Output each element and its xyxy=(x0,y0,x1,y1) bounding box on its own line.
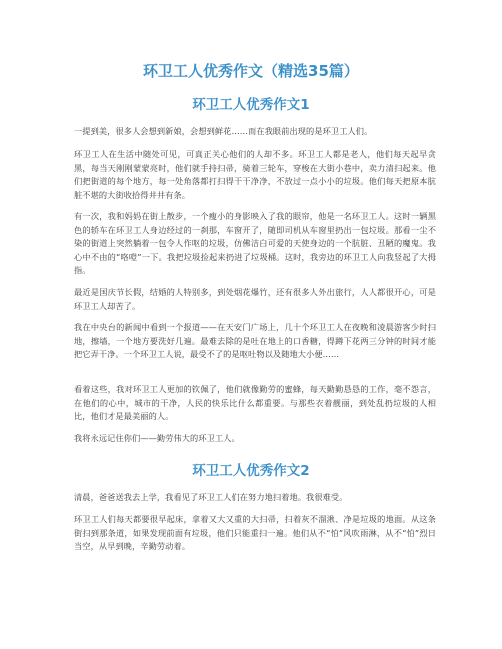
section-2-paragraph-1: 清晨，爸爸送我去上学，我看见了环卫工人们在努力地扫着地。我很难受。 xyxy=(74,492,348,502)
section-1-paragraph-3: 有一次，我和妈妈在街上散步，一个瘦小的身影映入了我的眼帘，他是一名环卫工人。这时一辆黑色的轿车在环卫工人身边经过的一刹那，车窗开了，随即司机从车窗里扔出一包垃圾。那看一尘不染的街道上突然躺着一包令人作呕的垃圾，仿佛洁白可爱的天使身边的一个肮脏、丑陋的魔鬼。我心中不由的“咯噔”一下。我把垃圾捡起来扔进了垃圾桶。这时，我旁边的环卫工人向我竖起了大拇指。 xyxy=(74,211,436,275)
section-1-paragraph-5: 我在中央台的新闻中看到一个报道——在天安门广场上，几十个环卫工人在夜晚和凌晨游客少时扫地，擦墙，一个地方要洗好几遍。最难去除的是吐在地上的口香糖，得蹲下花两三分钟的时间才能把它弄干净。一个环卫工人说，最受不了的是呕吐物以及随地大小便…… xyxy=(74,322,436,359)
document-title: 环卫工人优秀作文（精选35篇） xyxy=(143,62,359,80)
section-1-paragraph-6: 看着这些，我对环卫工人更加的钦佩了，他们就像勤劳的蜜蜂，每天勤勤恳恳的工作，毫不怨言，在他们的心中，城市的干净，人民的快乐比什么都重要。与那些衣着靓丽，到处乱扔垃圾的人相比，他们才是最美丽的人。 xyxy=(74,384,436,421)
section-1-paragraph-2: 环卫工人在生活中随处可见，可真正关心他们的人却不多。环卫工人都是老人，他们每天起早贪黑，每当天刚刚蒙蒙亮时，他们就手持扫帚，骑着三轮车，穿梭在大街小巷中，卖力清扫起来。他们把街道的每个地方，每一处角落都打扫得干干净净，不放过一点小小的垃圾。他们每天把原本肮脏不堪的大街收拾得井井有条。 xyxy=(74,149,436,200)
section-2-paragraph-2: 环卫工人们每天都要很早起床，拿着又大又重的大扫帚，扫着灰不溜湫、净是垃圾的地面。从这条街扫到那条道，如果发现前面有垃圾，他们只能重扫一遍。他们从不“怕”风吹雨淋，从不“怕”烈日当空，从早到晚，辛勤劳动着。 xyxy=(74,514,436,551)
section-1-paragraph-7: 我将永远记住你们——勤劳伟大的环卫工人。 xyxy=(74,433,240,443)
section-2-heading: 环卫工人优秀作文2 xyxy=(192,463,310,479)
section-1-paragraph-4: 最近是国庆节长假，结婚的人特别多，到处烟花爆竹，还有很多人外出旅行，人人都很开心，可是环卫工人却苦了。 xyxy=(74,287,436,311)
section-1-paragraph-1: 一提到美，很多人会想到新娘，会想到鲜花……而在我眼前出现的是环卫工人们。 xyxy=(74,126,373,136)
section-1-heading: 环卫工人优秀作文1 xyxy=(192,97,310,113)
